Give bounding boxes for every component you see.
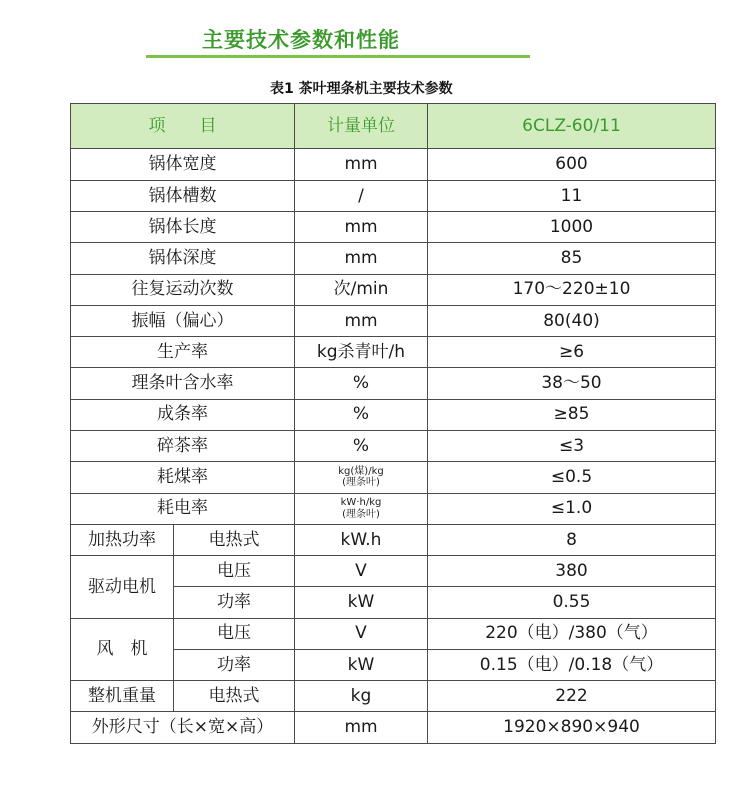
unit-line: kW·h/kg xyxy=(340,497,382,509)
value-cell: 0.15（电）/0.18（气） xyxy=(428,649,716,680)
item-cell: 理条叶含水率 xyxy=(71,368,295,399)
value-cell: 1000 xyxy=(428,211,716,242)
section-heading: 主要技术参数和性能 xyxy=(202,28,400,52)
unit-cell: kg杀青叶/h xyxy=(295,337,428,368)
table-row xyxy=(71,211,716,242)
unit-cell: kg xyxy=(295,681,428,712)
table-row xyxy=(71,274,716,305)
sub-item-cell: 电热式 xyxy=(174,681,295,712)
item-cell: 生产率 xyxy=(71,337,295,368)
table-row xyxy=(71,399,716,430)
table-row xyxy=(71,618,716,649)
table-header-row xyxy=(71,104,716,149)
unit-cell: 次/min xyxy=(295,274,428,305)
value-cell: ≥85 xyxy=(428,399,716,430)
value-cell: 220（电）/380（气） xyxy=(428,618,716,649)
item-cell: 碎茶率 xyxy=(71,430,295,461)
item-cell: 风 机 xyxy=(71,618,174,681)
unit-cell xyxy=(295,493,428,524)
value-cell: 0.55 xyxy=(428,587,716,618)
sub-item-cell: 功率 xyxy=(174,649,295,680)
unit-cell: % xyxy=(295,399,428,430)
unit-cell: mm xyxy=(295,712,428,744)
table-row xyxy=(71,493,716,524)
table-row xyxy=(71,368,716,399)
value-cell: ≤3 xyxy=(428,430,716,461)
unit-cell: mm xyxy=(295,149,428,180)
sub-item-cell: 电热式 xyxy=(174,524,295,555)
value-cell: 600 xyxy=(428,149,716,180)
header-unit: 计量单位 xyxy=(295,104,428,149)
value-cell: 11 xyxy=(428,180,716,211)
value-cell: 38～50 xyxy=(428,368,716,399)
value-cell: 8 xyxy=(428,524,716,555)
value-cell: ≤1.0 xyxy=(428,493,716,524)
table-row xyxy=(71,712,716,744)
table-row xyxy=(71,149,716,180)
table-row xyxy=(71,337,716,368)
value-cell: ≥6 xyxy=(428,337,716,368)
table-row xyxy=(71,305,716,336)
item-cell: 锅体长度 xyxy=(71,211,295,242)
value-cell: 170～220±10 xyxy=(428,274,716,305)
value-cell: 80(40) xyxy=(428,305,716,336)
unit-line: (理条叶) xyxy=(342,508,380,520)
item-cell: 锅体宽度 xyxy=(71,149,295,180)
item-cell: 外形尺寸（长×宽×高） xyxy=(71,712,295,744)
unit-line: kg(煤)/kg xyxy=(338,465,384,477)
sub-item-cell: 功率 xyxy=(174,587,295,618)
item-cell: 整机重量 xyxy=(71,681,174,712)
value-cell: 1920×890×940 xyxy=(428,712,716,744)
value-cell: 380 xyxy=(428,556,716,587)
unit-cell: / xyxy=(295,180,428,211)
value-cell: 222 xyxy=(428,681,716,712)
header-item: 项 目 xyxy=(71,104,295,149)
table-row xyxy=(71,180,716,211)
value-cell: ≤0.5 xyxy=(428,462,716,493)
item-cell: 耗煤率 xyxy=(71,462,295,493)
unit-cell: mm xyxy=(295,243,428,274)
spec-table xyxy=(70,103,716,744)
unit-cell: mm xyxy=(295,305,428,336)
unit-cell: mm xyxy=(295,211,428,242)
table-row xyxy=(71,430,716,461)
item-cell: 成条率 xyxy=(71,399,295,430)
table-row xyxy=(71,524,716,555)
table-row xyxy=(71,681,716,712)
unit-cell: V xyxy=(295,618,428,649)
unit-cell: kW.h xyxy=(295,524,428,555)
item-cell: 驱动电机 xyxy=(71,556,174,619)
unit-cell: kW xyxy=(295,649,428,680)
item-cell: 锅体深度 xyxy=(71,243,295,274)
unit-cell: % xyxy=(295,368,428,399)
item-cell: 加热功率 xyxy=(71,524,174,555)
table-row xyxy=(71,243,716,274)
item-cell: 振幅（偏心） xyxy=(71,305,295,336)
heading-underline xyxy=(146,55,530,58)
value-cell: 85 xyxy=(428,243,716,274)
table-row xyxy=(71,462,716,493)
item-cell: 耗电率 xyxy=(71,493,295,524)
unit-cell: V xyxy=(295,556,428,587)
sub-item-cell: 电压 xyxy=(174,556,295,587)
header-model: 6CLZ-60/11 xyxy=(428,104,716,149)
table-caption: 表1 茶叶理条机主要技术参数 xyxy=(270,81,453,97)
unit-cell xyxy=(295,462,428,493)
table-row xyxy=(71,556,716,587)
sub-item-cell: 电压 xyxy=(174,618,295,649)
item-cell: 锅体槽数 xyxy=(71,180,295,211)
unit-line: (理条叶) xyxy=(342,477,380,489)
item-cell: 往复运动次数 xyxy=(71,274,295,305)
unit-cell: % xyxy=(295,430,428,461)
unit-cell: kW xyxy=(295,587,428,618)
